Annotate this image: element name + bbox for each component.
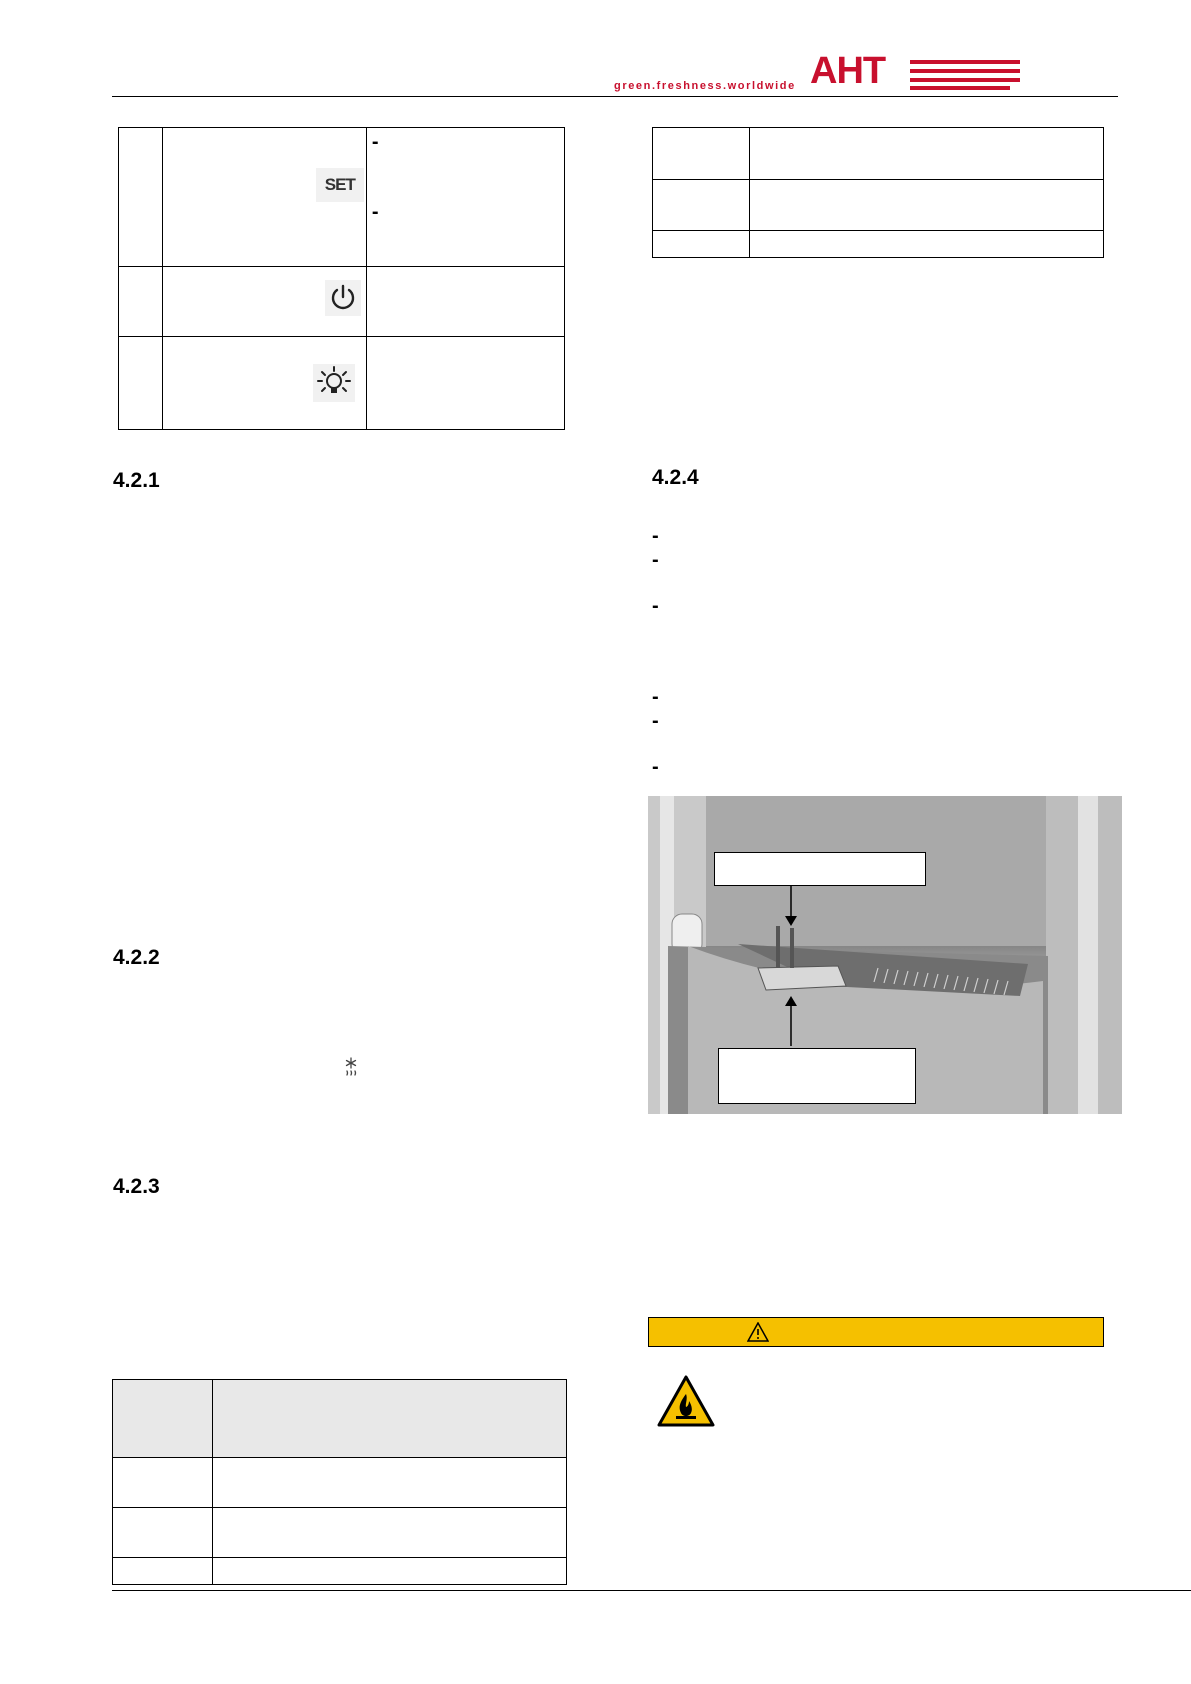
warning-banner [648, 1317, 1104, 1347]
section-heading-4-2-3: 4.2.3 [113, 1175, 160, 1198]
bullet-dash: - [371, 201, 379, 223]
table-cell [653, 180, 750, 231]
table-cell [653, 231, 750, 258]
callout-box-top [714, 852, 926, 886]
table-cell [366, 128, 564, 267]
table-cell [213, 1508, 567, 1558]
bullet-dash: - [652, 525, 659, 547]
table-cell [213, 1558, 567, 1585]
table-cell [750, 128, 1104, 180]
cabinet-photo [648, 796, 1122, 1114]
section-heading-4-2-4: 4.2.4 [652, 466, 699, 489]
flammable-warning-icon [656, 1374, 716, 1428]
section-heading-4-2-1: 4.2.1 [113, 469, 160, 492]
light-bulb-icon [313, 364, 355, 402]
table-cell [213, 1458, 567, 1508]
power-icon [325, 280, 361, 316]
brand-tagline: green.freshness.worldwide [614, 80, 796, 92]
set-icon [316, 168, 364, 202]
aht-logo: AHT [810, 50, 886, 92]
table-header-cell [213, 1380, 567, 1458]
logo-stripes [910, 60, 1020, 90]
table-cell [366, 337, 564, 430]
header-rule [112, 96, 1118, 97]
callout-box-bottom [718, 1048, 916, 1104]
table-cell [113, 1558, 213, 1585]
bullet-dash: - [652, 595, 659, 617]
table-cell [162, 337, 366, 430]
table-cell [113, 1458, 213, 1508]
bullet-dash: - [652, 686, 659, 708]
bullet-dash: - [652, 710, 659, 732]
right-top-table [652, 127, 1104, 258]
set-icon-label: SET [324, 175, 355, 194]
table-cell [113, 1508, 213, 1558]
section-heading-4-2-2: 4.2.2 [113, 946, 160, 969]
table-cell [119, 267, 163, 337]
table-cell [750, 180, 1104, 231]
table-cell [653, 128, 750, 180]
bottom-left-table [112, 1379, 567, 1585]
table-cell [750, 231, 1104, 258]
key-function-table [118, 127, 565, 430]
warning-triangle-icon [747, 1322, 769, 1342]
bullet-dash: - [652, 756, 659, 778]
table-cell [119, 128, 163, 267]
table-cell [162, 128, 366, 267]
table-cell [162, 267, 366, 337]
bullet-dash: - [652, 549, 659, 571]
table-cell [366, 267, 564, 337]
defrost-icon [340, 1056, 362, 1078]
table-cell [119, 337, 163, 430]
footer-rule [112, 1590, 1191, 1591]
table-header-cell [113, 1380, 213, 1458]
bullet-dash: - [371, 131, 379, 153]
